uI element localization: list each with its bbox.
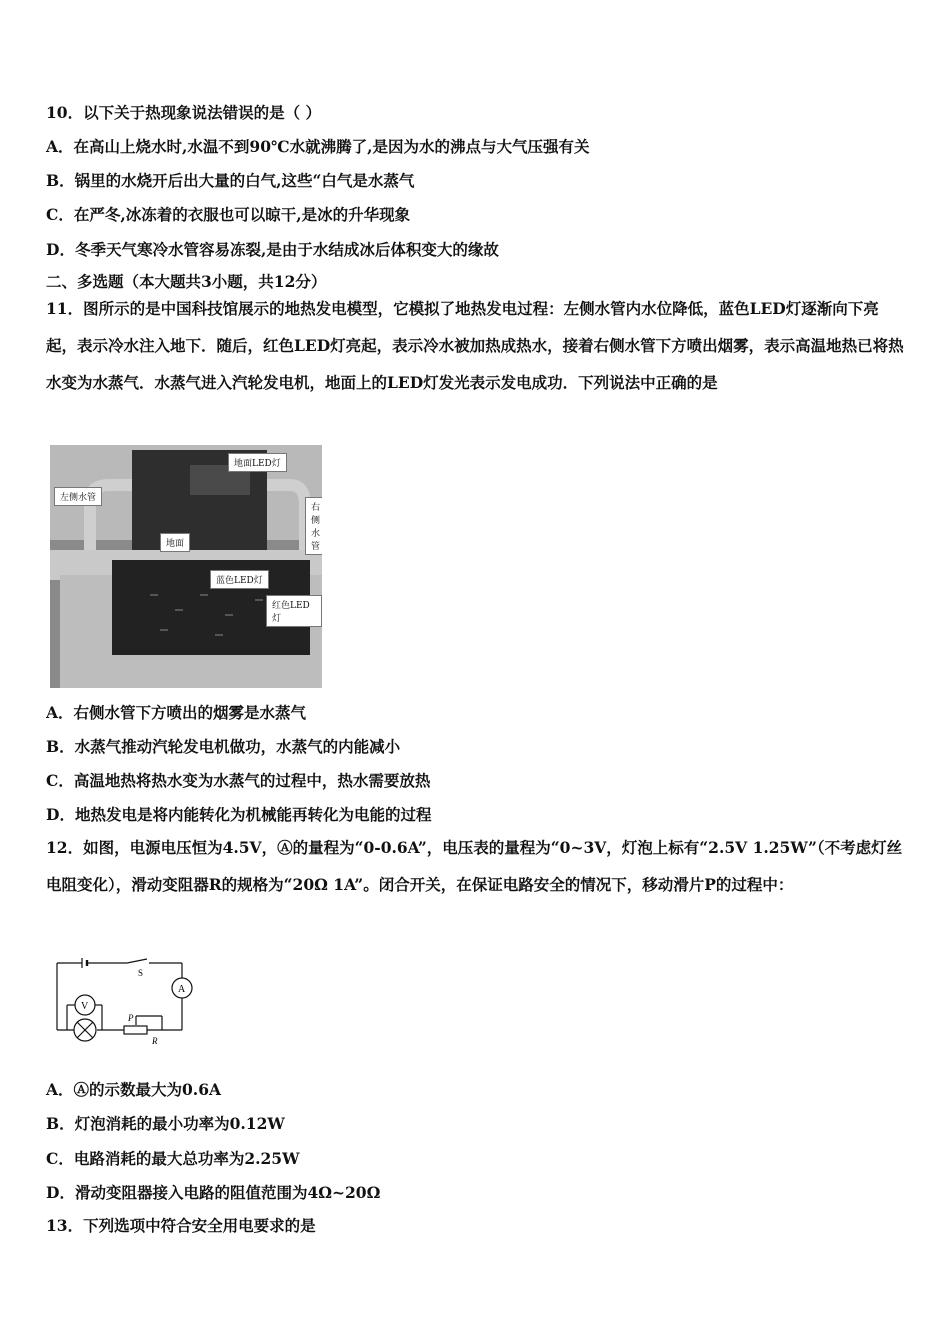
q11-option-d: D．地热发电是将内能转化为机械能再转化为电能的过程 <box>46 805 432 824</box>
label-ground-led: 地面LED灯 <box>228 453 287 472</box>
q10-option-d: D．冬季天气寒冷水管容易冻裂,是由于水结成冰后体积变大的缘故 <box>46 240 499 259</box>
q12-option-c: C．电路消耗的最大总功率为2.25W <box>46 1149 300 1168</box>
q10-option-a: A．在高山上烧水时,水温不到90℃水就沸腾了,是因为水的沸点与大气压强有关 <box>46 137 590 156</box>
q12-option-a: A．Ⓐ的示数最大为0.6A <box>46 1080 222 1099</box>
q11-option-a: A．右侧水管下方喷出的烟雾是水蒸气 <box>46 703 307 722</box>
label-red-led: 红色LED灯 <box>266 595 322 627</box>
q12-stem: 12．如图，电源电压恒为4.5V，Ⓐ的量程为“0-0.6A”，电压表的量程为“0~3V，灯泡上标有“2.5V 1.25W”（不考虑灯丝电阻变化），滑动变阻器R的规格为“20Ω 1A”。闭合开关，在保证电路安全的情况下，移动滑片P的过程中： <box>46 838 903 894</box>
q12-option-b: B．灯泡消耗的最小功率为0.12W <box>46 1114 285 1133</box>
label-right-pipe: 右侧水管 <box>305 497 322 555</box>
q13-stem: 13．下列选项中符合安全用电要求的是 <box>46 1216 316 1235</box>
section-heading: 二、多选题（本大题共3小题，共12分） <box>46 272 327 291</box>
q10-option-b: B．锅里的水烧开后出大量的白气,这些“白气是水蒸气 <box>46 171 415 190</box>
q11-option-c: C．高温地热将热水变为水蒸气的过程中，热水需要放热 <box>46 771 431 790</box>
voltmeter-label: V <box>81 1001 89 1012</box>
slider-label: P <box>128 1013 134 1023</box>
q10-stem: 10．以下关于热现象说法错误的是（ ） <box>46 103 321 122</box>
q10-option-c: C．在严冬,冰冻着的衣服也可以晾干,是冰的升华现象 <box>46 205 411 224</box>
label-ground: 地面 <box>160 533 190 552</box>
ammeter-label: A <box>178 984 186 995</box>
q11-option-b: B．水蒸气推动汽轮发电机做功，水蒸气的内能减小 <box>46 737 401 756</box>
rheostat-label: R <box>152 1036 158 1046</box>
q11-stem: 11．图所示的是中国科技馆展示的地热发电模型，它模拟了地热发电过程：左侧水管内水位降低，蓝色LED灯逐渐向下亮起，表示冷水注入地下．随后，红色LED灯亮起，表示冷水被加热成热水，接着右侧水管下方喷出烟雾，表示高温地热已将热水变为水蒸气．水蒸气进入汽轮发电机，地面上的LED灯发光表示发电成功．下列说法中正确的是 <box>46 299 904 392</box>
label-left-pipe: 左侧水管 <box>54 487 102 506</box>
label-blue-led: 蓝色LED灯 <box>210 570 269 589</box>
q12-option-d: D．滑动变阻器接入电路的阻值范围为4Ω~20Ω <box>46 1183 381 1202</box>
geothermal-model-photo <box>50 445 322 688</box>
circuit-diagram <box>52 958 202 1048</box>
switch-label: S <box>138 968 144 978</box>
